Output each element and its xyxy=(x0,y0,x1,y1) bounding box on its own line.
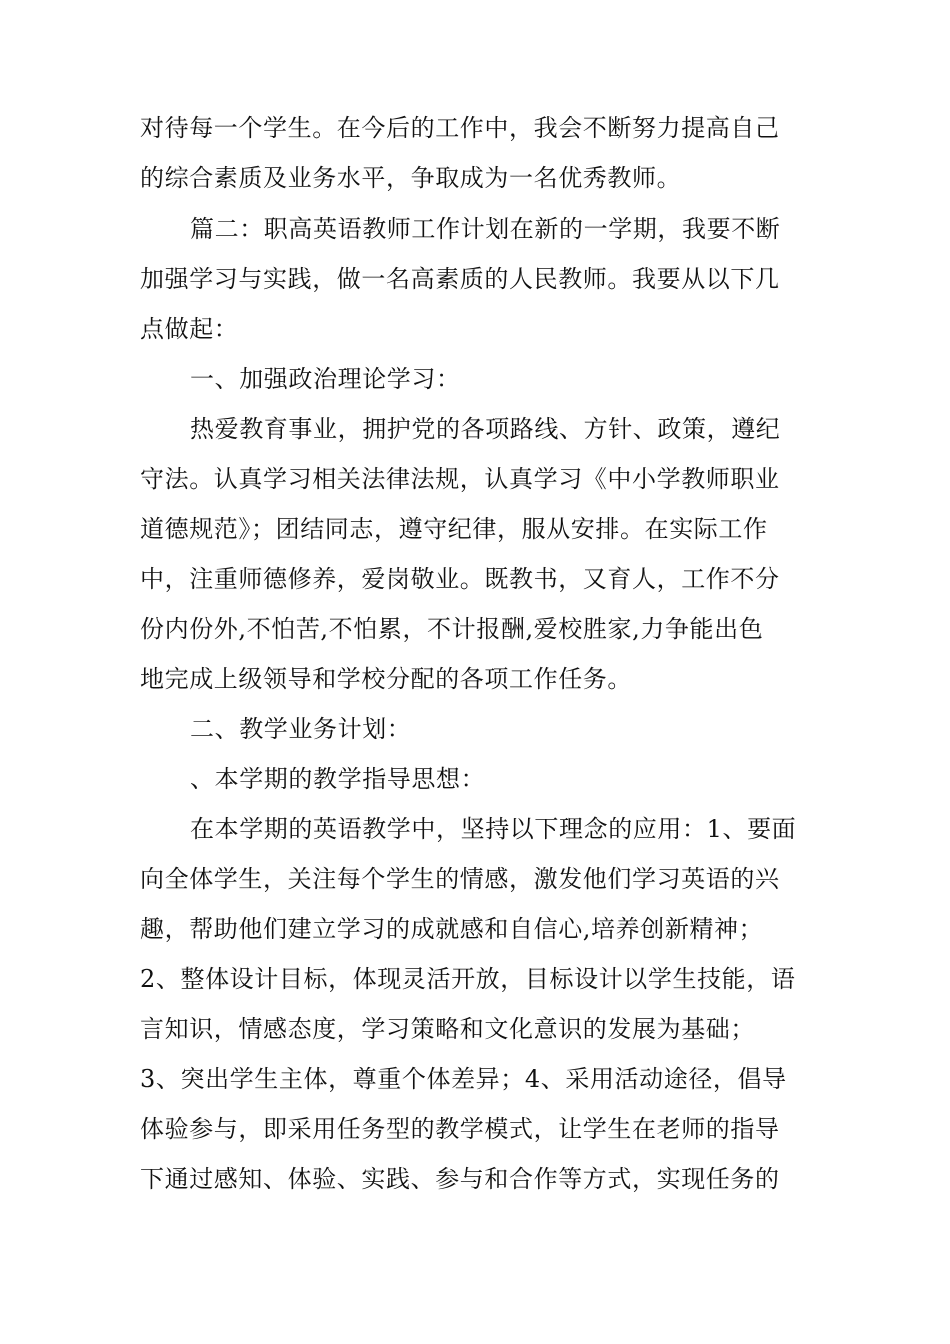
text-line: 中，注重师德修养，爱岗敬业。既教书，又育人，工作不分 xyxy=(140,565,780,593)
text-line: 的综合素质及业务水平，争取成为一名优秀教师。 xyxy=(140,164,682,192)
text-line: 守法。认真学习相关法律法规，认真学习《中小学教师职业 xyxy=(140,465,780,493)
text-line: 份内份外,不怕苦,不怕累，不计报酬,爱校胜家,力争能出色 xyxy=(140,615,764,643)
text-line: 地完成上级领导和学校分配的各项工作任务。 xyxy=(140,665,632,693)
text-line: 在本学期的英语教学中，坚持以下理念的应用：1、要面 xyxy=(190,815,797,843)
text-line: 对待每一个学生。在今后的工作中，我会不断努力提高自己 xyxy=(140,114,780,142)
text-line: 体验参与，即采用任务型的教学模式，让学生在老师的指导 xyxy=(140,1115,780,1143)
text-line: 向全体学生，关注每个学生的情感，激发他们学习英语的兴 xyxy=(140,865,780,893)
section-heading: 二、教学业务计划： xyxy=(190,715,412,743)
text-line: 热爱教育事业，拥护党的各项路线、方针、政策，遵纪 xyxy=(190,415,781,443)
subsection-heading: 、本学期的教学指导思想： xyxy=(190,765,486,793)
text-line: 言知识，情感态度，学习策略和文化意识的发展为基础； xyxy=(140,1015,755,1043)
text-line: 道德规范》；团结同志，遵守纪律，服从安排。在实际工作 xyxy=(140,515,768,543)
text-line: 2、整体设计目标，体现灵活开放，目标设计以学生技能，语 xyxy=(140,965,796,993)
text-line: 篇二：职高英语教师工作计划在新的一学期，我要不断 xyxy=(190,215,781,243)
text-line: 下通过感知、体验、实践、参与和合作等方式，实现任务的 xyxy=(140,1165,780,1193)
text-line: 点做起： xyxy=(140,315,239,343)
text-line: 趣，帮助他们建立学习的成就感和自信心,培养创新精神； xyxy=(140,915,764,943)
text-line: 加强学习与实践，做一名高素质的人民教师。我要从以下几 xyxy=(140,265,780,293)
text-line: 3、突出学生主体，尊重个体差异；4、采用活动途径，倡导 xyxy=(140,1065,787,1093)
section-heading: 一、加强政治理论学习： xyxy=(190,365,461,393)
